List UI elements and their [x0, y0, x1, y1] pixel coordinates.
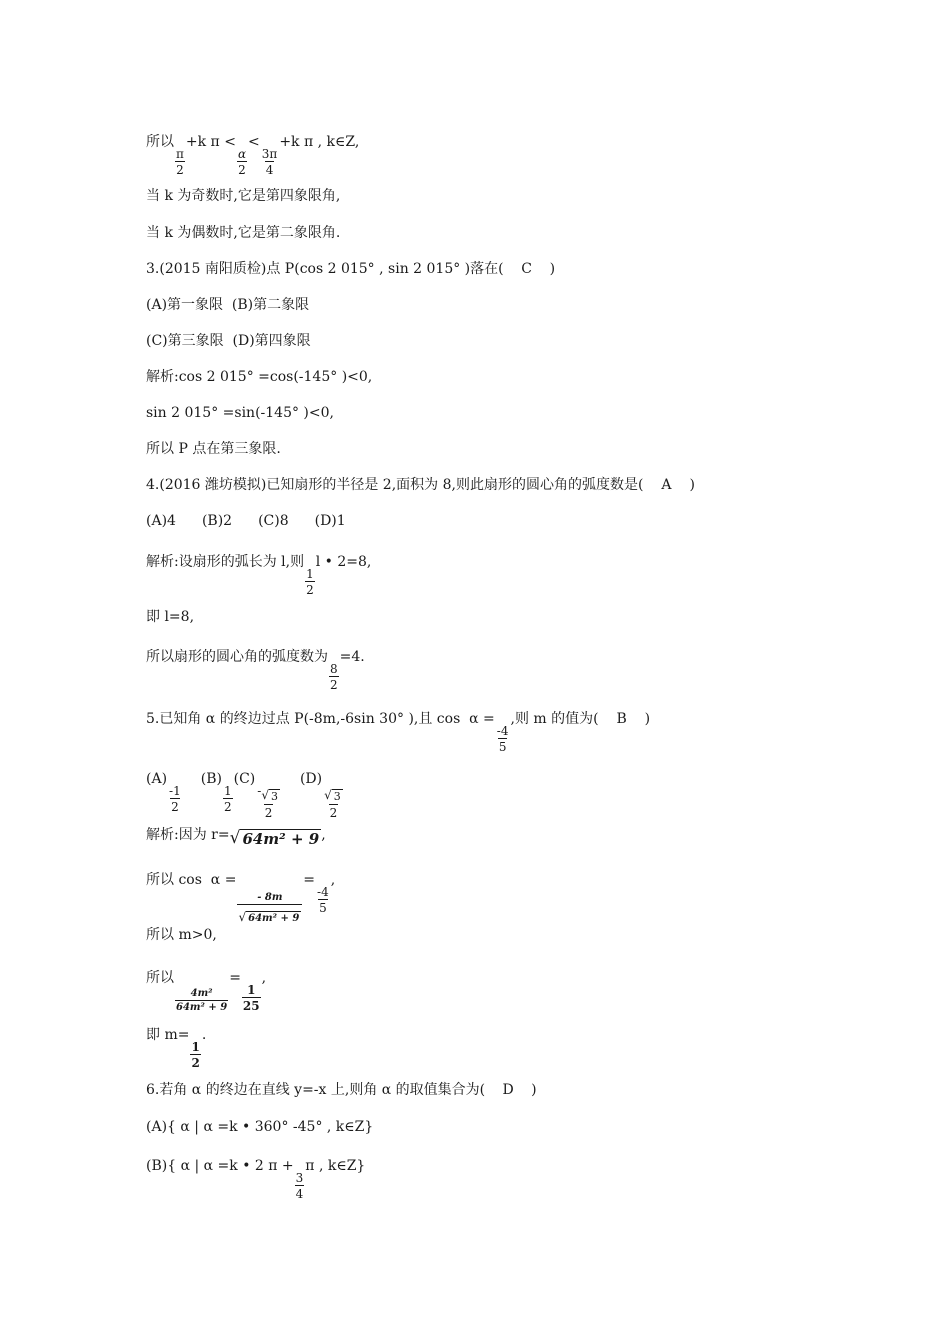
- radical: √ 64m² + 9: [238, 910, 300, 924]
- q5-solution-5: 即 m= $\frac{1}{2}$ .: [146, 1027, 207, 1070]
- fraction: - 8m √ 64m² + 9: [237, 893, 302, 925]
- answer-mark: A: [661, 477, 672, 493]
- fraction: $\frac{1}{2}$: [223, 784, 232, 814]
- fraction: $\frac{-1}{2}$: [169, 784, 181, 814]
- radical: √ 3: [324, 788, 341, 803]
- line-quadrant-range: 所以 $\frac{\pi}{2}$ +k π < $\frac{\alpha}{2}$ < $\frac{3\pi}{4}$ +k π , k∈Z,: [146, 134, 360, 177]
- question-6: 6.若角 α 的终边在直线 y=-x 上,则角 α 的取值集合为( D ): [146, 1082, 537, 1098]
- q4-solution-2: 即 l=8,: [146, 609, 195, 625]
- fraction: √ 3 2: [324, 788, 341, 820]
- radical: √ 3: [261, 788, 278, 803]
- fraction: $\frac{-4}{5}$: [317, 885, 329, 915]
- q3-solution-2: sin 2 015° =sin(-145° )<0,: [146, 405, 334, 421]
- fraction: $\frac{3}{4}$: [295, 1171, 304, 1201]
- fraction: $\frac{3\pi}{4}$: [261, 147, 278, 177]
- answer-mark: B: [616, 711, 627, 727]
- q5-solution-2: 所以 cos α = - 8m √ 64m² + 9 = $\frac{-4}{5}$ ,: [146, 872, 336, 924]
- q5-solution-3: 所以 m>0,: [146, 927, 217, 943]
- line-even-k: 当 k 为偶数时,它是第二象限角.: [146, 225, 341, 241]
- fraction: $\frac{1}{25}$: [242, 983, 260, 1013]
- q4-solution-1: 解析:设扇形的弧长为 l,则 $\frac{1}{2}$ l • 2=8,: [146, 554, 372, 597]
- answer-mark: C: [521, 261, 532, 277]
- fraction: $\frac{-4}{5}$: [496, 724, 509, 754]
- q3-solution-1: 解析:cos 2 015° =cos(-145° )<0,: [146, 369, 373, 385]
- fraction: $\frac{\pi}{2}$: [176, 147, 184, 177]
- q6-option-b: (B){ α | α =k • 2 π + $\frac{3}{4}$ π , k∈Z}: [146, 1158, 366, 1201]
- fraction: $\frac{8}{2}$: [330, 662, 338, 692]
- q4-options: (A)4 (B)2 (C)8 (D)1: [146, 513, 346, 529]
- q3-options-cd: (C)第三象限 (D)第四象限: [146, 333, 311, 349]
- radical: √ 64m² + 9: [229, 828, 320, 848]
- line-odd-k: 当 k 为奇数时,它是第四象限角,: [146, 188, 341, 204]
- fraction: - √ 3 2: [257, 784, 278, 820]
- fraction: $\frac{\text{4m²}}{\text{64m² + 9}}$: [176, 988, 228, 1013]
- question-4: 4.(2016 潍坊模拟)已知扇形的半径是 2,面积为 8,则此扇形的圆心角的弧度数是( A ): [146, 477, 695, 493]
- fraction: $\frac{1}{2}$: [306, 567, 314, 597]
- q5-solution-4: 所以 $\frac{\text{4m²}}{\text{64m² + 9}}$ = $\frac{1}{25}$ ,: [146, 970, 267, 1013]
- q3-solution-3: 所以 P 点在第三象限.: [146, 441, 281, 457]
- question-5: 5.已知角 α 的终边过点 P(-8m,-6sin 30° ),且 cos α = $\frac{-4}{5}$ ,则 m 的值为( B ): [146, 711, 651, 754]
- q3-options-ab: (A)第一象限 (B)第二象限: [146, 297, 310, 313]
- q4-solution-3: 所以扇形的圆心角的弧度数为 $\frac{8}{2}$ =4.: [146, 649, 365, 692]
- q5-solution-1: 解析:因为 r= √ 64m² + 9 ,: [146, 827, 326, 848]
- answer-mark: D: [502, 1082, 514, 1098]
- q5-options: (A) $\frac{-1}{2}$ (B) $\frac{1}{2}$ (C) - √ 3 2 (D) √ 3 2: [146, 769, 345, 789]
- fraction: $\frac{1}{2}$: [191, 1040, 200, 1070]
- question-3: 3.(2015 南阳质检)点 P(cos 2 015° , sin 2 015° )落在( C ): [146, 261, 556, 277]
- q6-option-a: (A){ α | α =k • 360° -45° , k∈Z}: [146, 1119, 374, 1135]
- fraction: $\frac{\alpha}{2}$: [237, 147, 247, 177]
